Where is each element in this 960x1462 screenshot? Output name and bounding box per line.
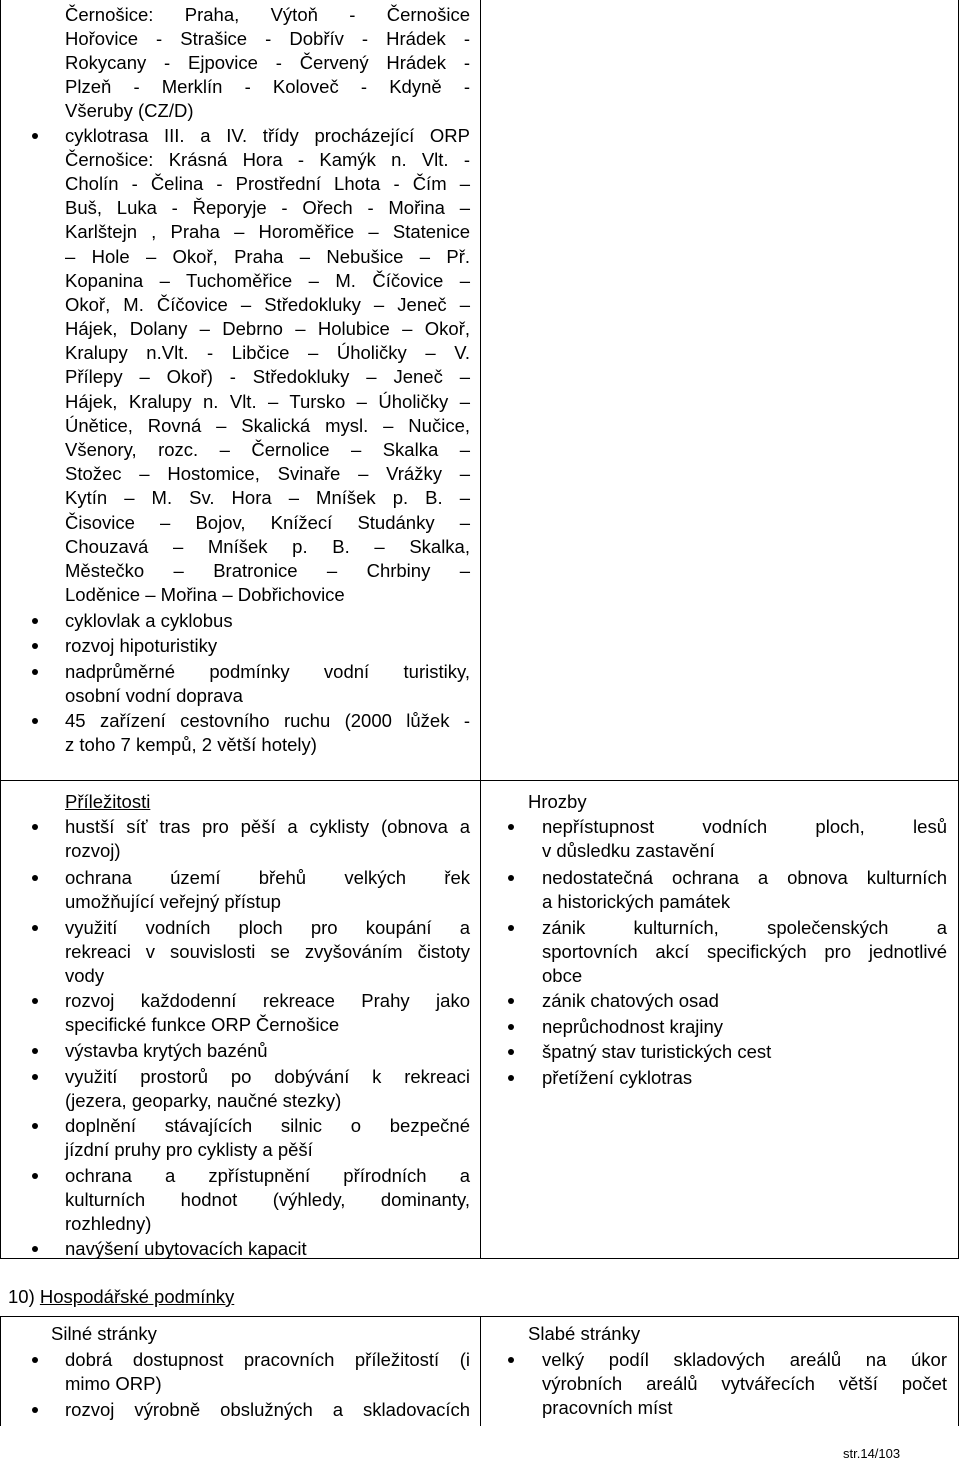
text-line: a historických památek xyxy=(542,891,731,912)
text-line: Chouzavá – Mníšek p. B. – Skalka, xyxy=(65,536,470,557)
text-line: Černošice: Praha, Výtoň - Černošice xyxy=(65,4,470,25)
section-title: Hospodářské podmínky xyxy=(39,1286,235,1307)
opportunities-cell xyxy=(0,781,480,1258)
text-line: rozvoj) xyxy=(65,840,121,861)
text-line: přetížení cyklotras xyxy=(542,1067,693,1088)
section-heading xyxy=(8,1285,234,1309)
text-line: zánik kulturních, společenských a xyxy=(542,917,947,938)
text-line: kulturních hodnot (výhledy, dominanty, xyxy=(65,1189,470,1210)
bullet-icon xyxy=(32,1407,38,1413)
bullet-icon xyxy=(508,824,514,830)
bullet-icon xyxy=(32,925,38,931)
text-line: Únětice, Rovná – Skalická mysl. – Nučice, xyxy=(65,415,470,436)
text-line: zánik chatových osad xyxy=(542,990,719,1011)
text-line: Rokycany - Ejpovice - Červený Hrádek - xyxy=(65,52,470,73)
text-line: Městečko – Bratronice – Chrbiny – xyxy=(65,560,470,581)
weaknesses-cell xyxy=(481,1317,958,1427)
bullet-icon xyxy=(32,1074,38,1080)
text-line: nedostatečná ochrana a obnova kulturních xyxy=(542,867,947,888)
bullet-icon xyxy=(32,618,38,624)
bullet-icon xyxy=(508,1357,514,1363)
text-line: velký podíl skladových areálů na úkor xyxy=(542,1349,947,1370)
text-line: umožňující veřejný přístup xyxy=(65,891,281,912)
text-line: Buš, Luka - Řeporyje - Ořech - Mořina – xyxy=(65,197,470,218)
bullet-icon xyxy=(508,998,514,1004)
text-line: Černošice: Krásná Hora - Kamýk n. Vlt. - xyxy=(65,149,470,170)
text-line: Čisovice – Bojov, Knížecí Studánky – xyxy=(65,512,470,533)
strengths-heading: Silné stránky xyxy=(51,1323,157,1344)
text-line: jízdní pruhy pro cyklisty a pěší xyxy=(65,1139,313,1160)
bullet-icon xyxy=(32,643,38,649)
bullet-icon xyxy=(32,1123,38,1129)
text-line: výstavba krytých bazénů xyxy=(65,1040,268,1061)
text-line: Hájek, Kralupy n. Vlt. – Tursko – Úholičky – xyxy=(65,391,470,412)
text-line: navýšení ubytovacích kapacit xyxy=(65,1238,307,1259)
text-line: cyklovlak a cyklobus xyxy=(65,610,233,631)
bullet-icon xyxy=(32,875,38,881)
text-line: Kytín – M. Sv. Hora – Mníšek p. B. – xyxy=(65,487,470,508)
strengths-cell xyxy=(0,1317,480,1427)
text-line: špatný stav turistických cest xyxy=(542,1041,772,1062)
text-line: rekreaci v souvislosti se zvyšováním čistoty xyxy=(65,941,470,962)
text-line: Karlštejn , Praha – Horoměřice – Statenice xyxy=(65,221,470,242)
bullet-icon xyxy=(32,718,38,724)
text-line: Cholín - Čelina - Prostřední Lhota - Čím – xyxy=(65,173,470,194)
text-line: Kralupy n.Vlt. - Libčice – Úholičky – V. xyxy=(65,342,470,363)
text-line: rozvoj hipoturistiky xyxy=(65,635,218,656)
text-line: v důsledku zastavění xyxy=(542,840,715,861)
strengths-continued-cell xyxy=(0,0,480,780)
text-line: vody xyxy=(65,965,105,986)
bullet-icon xyxy=(508,1024,514,1030)
text-line: dobrá dostupnost pracovních příležitostí (i xyxy=(65,1349,470,1370)
text-line: cyklotrasa III. a IV. třídy procházející ORP xyxy=(65,125,470,146)
table-border xyxy=(958,1316,959,1426)
page-number: str.14/103 xyxy=(843,1446,901,1461)
text-line: Hájek, Dolany – Debrno – Holubice – Okoř, xyxy=(65,318,470,339)
text-line: Kopanina – Tuchoměřice – M. Číčovice – xyxy=(65,270,470,291)
text-line: sportovních akcí specifických pro jednotlivé xyxy=(542,941,947,962)
text-line: Okoř, M. Číčovice – Středokluky – Jeneč – xyxy=(65,294,470,315)
bullet-icon xyxy=(508,1049,514,1055)
text-line: – Hole – Okoř, Praha – Nebušice – Př. xyxy=(65,246,470,267)
bullet-icon xyxy=(32,1246,38,1252)
text-line: mimo ORP) xyxy=(65,1373,162,1394)
threats-heading: Hrozby xyxy=(528,791,587,812)
text-line: Stožec – Hostomice, Svinaře – Vrážky – xyxy=(65,463,470,484)
bullet-icon xyxy=(32,669,38,675)
text-line: 45 zařízení cestovního ruchu (2000 lůžek - xyxy=(65,710,470,731)
section-number: 10) xyxy=(8,1286,35,1307)
text-line: Přílepy – Okoř) - Středokluky – Jeneč – xyxy=(65,366,470,387)
text-line: specifické funkce ORP Černošice xyxy=(65,1014,340,1035)
text-line: obce xyxy=(542,965,583,986)
bullet-icon xyxy=(32,824,38,830)
text-line: ochrana a zpřístupnění přírodních a xyxy=(65,1165,470,1186)
bullet-icon xyxy=(32,998,38,1004)
opportunities-heading: Příležitosti xyxy=(65,791,151,812)
bullet-icon xyxy=(508,1075,514,1081)
bullet-icon xyxy=(508,875,514,881)
text-line: Všeruby (CZ/D) xyxy=(65,100,194,121)
bullet-icon xyxy=(32,1357,38,1363)
bullet-icon xyxy=(32,1048,38,1054)
text-line: nepřístupnost vodních ploch, lesů xyxy=(542,816,947,837)
text-line: výrobních areálů vytvářecích větší počet xyxy=(542,1373,947,1394)
text-line: Všenory, rozc. – Černolice – Skalka – xyxy=(65,439,470,460)
text-line: Plzeň - Merklín - Koloveč - Kdyně - xyxy=(65,76,470,97)
table-border xyxy=(958,0,959,1258)
text-line: z toho 7 kempů, 2 větší hotely) xyxy=(65,734,317,755)
text-line: využití vodních ploch pro koupání a xyxy=(65,917,470,938)
text-line: osobní vodní doprava xyxy=(65,685,243,706)
text-line: rozvoj každodenní rekreace Prahy jako xyxy=(65,990,470,1011)
text-line: doplnění stávajících silnic o bezpečné xyxy=(65,1115,470,1136)
text-line: (jezera, geoparky, naučné stezky) xyxy=(65,1090,342,1111)
weaknesses-heading: Slabé stránky xyxy=(528,1323,641,1344)
text-line: Hořovice - Strašice - Dobřív - Hrádek - xyxy=(65,28,470,49)
text-line: pracovních míst xyxy=(542,1397,673,1418)
text-line: rozhledny) xyxy=(65,1213,152,1234)
text-line: nadprůměrné podmínky vodní turistiky, xyxy=(65,661,470,682)
text-line: Loděnice – Mořina – Dobřichovice xyxy=(65,584,345,605)
text-line: neprůchodnost krajiny xyxy=(542,1016,723,1037)
text-line: rozvoj výrobně obslužných a skladovacích xyxy=(65,1399,470,1420)
text-line: ochrana území břehů velkých řek xyxy=(65,867,470,888)
text-line: hustší síť tras pro pěší a cyklisty (obnova a xyxy=(65,816,470,837)
bullet-icon xyxy=(32,1173,38,1179)
bullet-icon xyxy=(32,133,38,139)
text-line: využití prostorů po dobývání k rekreaci xyxy=(65,1066,470,1087)
bullet-icon xyxy=(508,925,514,931)
threats-cell xyxy=(481,781,958,1258)
